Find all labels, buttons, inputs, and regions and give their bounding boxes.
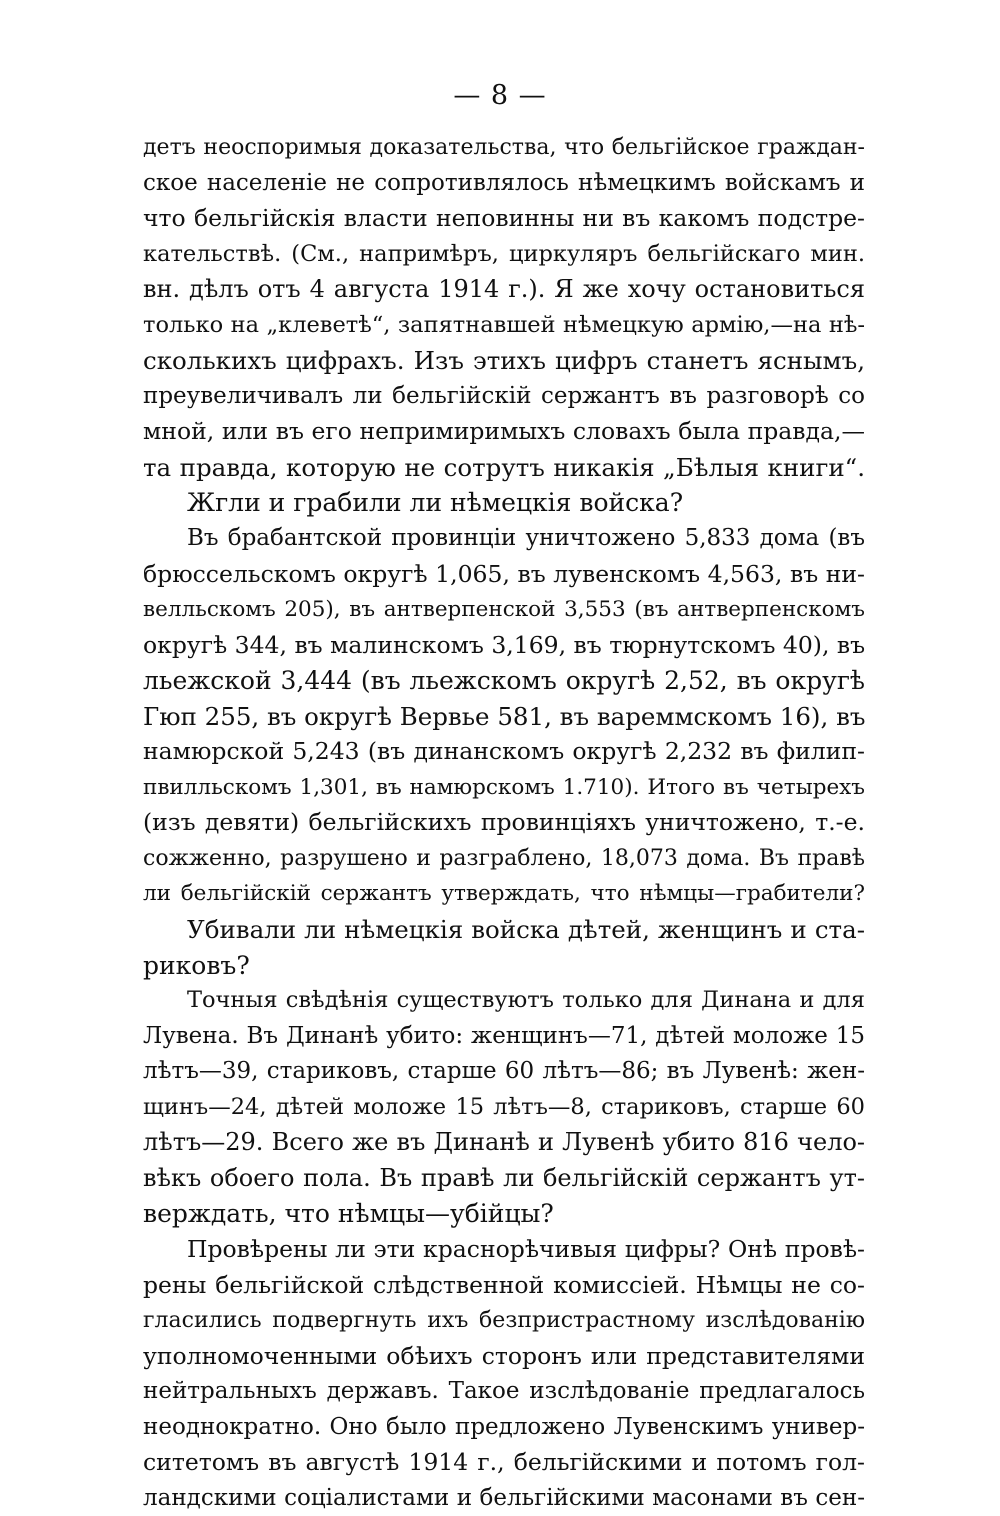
paragraph-heading: Жгли и грабили ли нѣмецкія войска? bbox=[187, 488, 684, 518]
text-line: нейтральныхъ державъ. Такое изслѣдованіе предлагалось bbox=[143, 1378, 865, 1405]
text-line: лѣтъ—39, стариковъ, старше 60 лѣтъ—86; въ Лувенѣ: жен- bbox=[143, 1058, 865, 1085]
text-line: сожженно, разрушено и разграблено, 18,073 дома. Въ правѣ bbox=[143, 845, 865, 871]
text-line: рены бельгійской слѣдственной комиссіей. Нѣмцы не со- bbox=[143, 1270, 865, 1299]
text-line: Лувена. Въ Динанѣ убито: женщинъ—71, дѣтей моложе 15 bbox=[143, 1022, 865, 1049]
text-line: (изъ девяти) бельгійскихъ провинціяхъ уничтожено, т.-е. bbox=[143, 808, 865, 837]
text-line: только на „клеветѣ“, запятнавшей нѣмецкую армію,—на нѣ- bbox=[143, 311, 865, 338]
text-line: Точныя свѣдѣнія существуютъ только для Динана и для bbox=[187, 987, 865, 1014]
text-line: сколькихъ цифрахъ. Изъ этихъ цифръ станетъ яснымъ, bbox=[143, 346, 865, 376]
text-line: льежской 3,444 (въ льежскомъ округѣ 2,52, въ округѣ bbox=[143, 666, 865, 696]
text-line: Провѣрены ли эти краснорѣчивыя цифры? Онѣ провѣ- bbox=[187, 1234, 865, 1263]
text-line: ситетомъ въ августѣ 1914 г., бельгійскими и потомъ гол- bbox=[143, 1448, 865, 1477]
text-line: округѣ 344, въ малинскомъ 3,169, въ тюрнутскомъ 40), въ bbox=[143, 630, 866, 659]
text-line: намюрской 5,243 (въ динанскомъ округѣ 2,232 въ филип- bbox=[143, 737, 865, 766]
text-line: преувеличивалъ ли бельгійскій сержантъ въ разговорѣ со bbox=[143, 382, 865, 409]
text-line: пвилльскомъ 1,301, въ намюрскомъ 1.710). Итого въ четырехъ bbox=[143, 774, 865, 800]
text-line: щинъ—24, дѣтей моложе 15 лѣтъ—8, стариковъ, старше 60 bbox=[143, 1093, 865, 1120]
text-line: ское населеніе не сопротивлялось нѣмецкимъ войскамъ и bbox=[143, 169, 865, 196]
text-line: кательствѣ. (См., напримѣръ, циркуляръ бельгійскаго мин. bbox=[143, 240, 865, 267]
text-line: риковъ? bbox=[143, 950, 250, 980]
text-line: Гюп 255, въ округѣ Вервье 581, въ вареммскомъ 16), въ bbox=[143, 701, 866, 731]
text-line: детъ неоспоримыя доказательства, что бельгійское граждан- bbox=[143, 135, 865, 160]
text-line: брюссельскомъ округѣ 1,065, въ лувенскомъ 4,563, въ ни- bbox=[143, 559, 865, 588]
text-line: лѣтъ—29. Всего же въ Динанѣ и Лувенѣ убито 816 чело- bbox=[143, 1128, 865, 1157]
text-line: та правда, которую не сотрутъ никакія „Бѣлыя книги“. bbox=[143, 452, 865, 482]
text-line: мной, или въ его непримиримыхъ словахъ была правда,— bbox=[143, 417, 865, 446]
text-line: гласились подвергнуть ихъ безпристрастному изслѣдованію bbox=[143, 1308, 865, 1334]
text-line: вн. дѣлъ отъ 4 августа 1914 г.). Я же хочу остановиться bbox=[143, 275, 865, 304]
page-number: — 8 — bbox=[453, 80, 547, 111]
text-line: велльскомъ 205), въ антверпенской 3,553 (въ антверпенскомъ bbox=[143, 597, 865, 623]
text-line: неоднократно. Оно было предложено Лувенскимъ универ- bbox=[143, 1413, 865, 1440]
text-line: Убивали ли нѣмецкія войска дѣтей, женщинъ и ста- bbox=[187, 915, 865, 945]
text-line: ландскими соціалистами и бельгійскими масонами въ сен- bbox=[143, 1484, 865, 1511]
text-line: уполномоченными обѣихъ сторонъ или представителями bbox=[143, 1341, 865, 1370]
text-line: что бельгійскія власти неповинны ни въ какомъ подстре- bbox=[143, 204, 865, 233]
text-line: ли бельгійскій сержантъ утверждать, что нѣмцы—грабители? bbox=[143, 881, 865, 907]
text-line: вѣкъ обоего пола. Въ правѣ ли бельгійскій сержантъ ут- bbox=[143, 1163, 865, 1192]
text-line: Въ брабантской провинціи уничтожено 5,833 дома (въ bbox=[187, 525, 865, 552]
body-text bbox=[143, 130, 865, 1516]
text-line: верждать, что нѣмцы—убійцы? bbox=[143, 1199, 554, 1229]
